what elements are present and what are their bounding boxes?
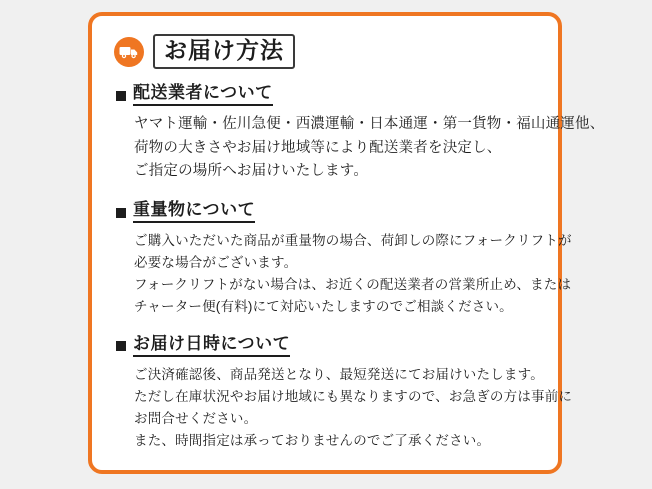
square-bullet-icon — [116, 91, 126, 101]
body-line: フォークリフトがない場合は、お近くの配送業者の営業所止め、または — [134, 276, 572, 292]
section-shipping-carrier — [116, 83, 605, 184]
section-heading — [116, 200, 538, 223]
section-title: お届け日時について — [133, 334, 290, 357]
body-line: チャーター便(有料)にて対応いたしますのでご相談ください。 — [134, 298, 513, 314]
section-body — [134, 113, 605, 183]
body-line: ご指定の場所へお届けいたします。 — [134, 163, 369, 180]
body-line: ご決済確認後、商品発送となり、最短発送にてお届けいたします。 — [134, 367, 544, 383]
section-body — [134, 230, 572, 317]
card-content — [92, 16, 605, 462]
square-bullet-icon — [116, 208, 126, 218]
body-line: ご購入いただいた商品が重量物の場合、荷卸しの際にフォークリフトが — [134, 233, 572, 249]
section-body — [134, 364, 573, 451]
body-line: 荷物の大きさやお届け地域等により配送業者を決定し、 — [134, 139, 502, 156]
square-bullet-icon — [116, 341, 126, 351]
section-delivery-datetime — [116, 333, 573, 452]
delivery-truck-icon — [114, 37, 144, 67]
section-heading — [116, 83, 538, 106]
section-heading — [116, 334, 538, 357]
page-title-box — [153, 34, 295, 69]
card-header — [114, 34, 538, 69]
section-title: 重量物について — [133, 200, 255, 223]
body-line: また、時間指定は承っておりませんのでご了承ください。 — [134, 432, 491, 448]
section-heavy-items — [116, 199, 572, 318]
section-title: 配送業者について — [133, 83, 273, 106]
delivery-info-card — [88, 12, 605, 474]
body-line: お問合せください。 — [134, 410, 258, 426]
body-line: ただし在庫状況やお届け地域にも異なりますので、お急ぎの方は事前に — [134, 388, 573, 404]
body-line: 必要な場合がございます。 — [134, 255, 298, 271]
body-line: ヤマト運輸・佐川急便・西濃運輸・日本通運・第一貨物・福山通運他、 — [134, 116, 605, 133]
page-title: お届け方法 — [164, 37, 284, 63]
